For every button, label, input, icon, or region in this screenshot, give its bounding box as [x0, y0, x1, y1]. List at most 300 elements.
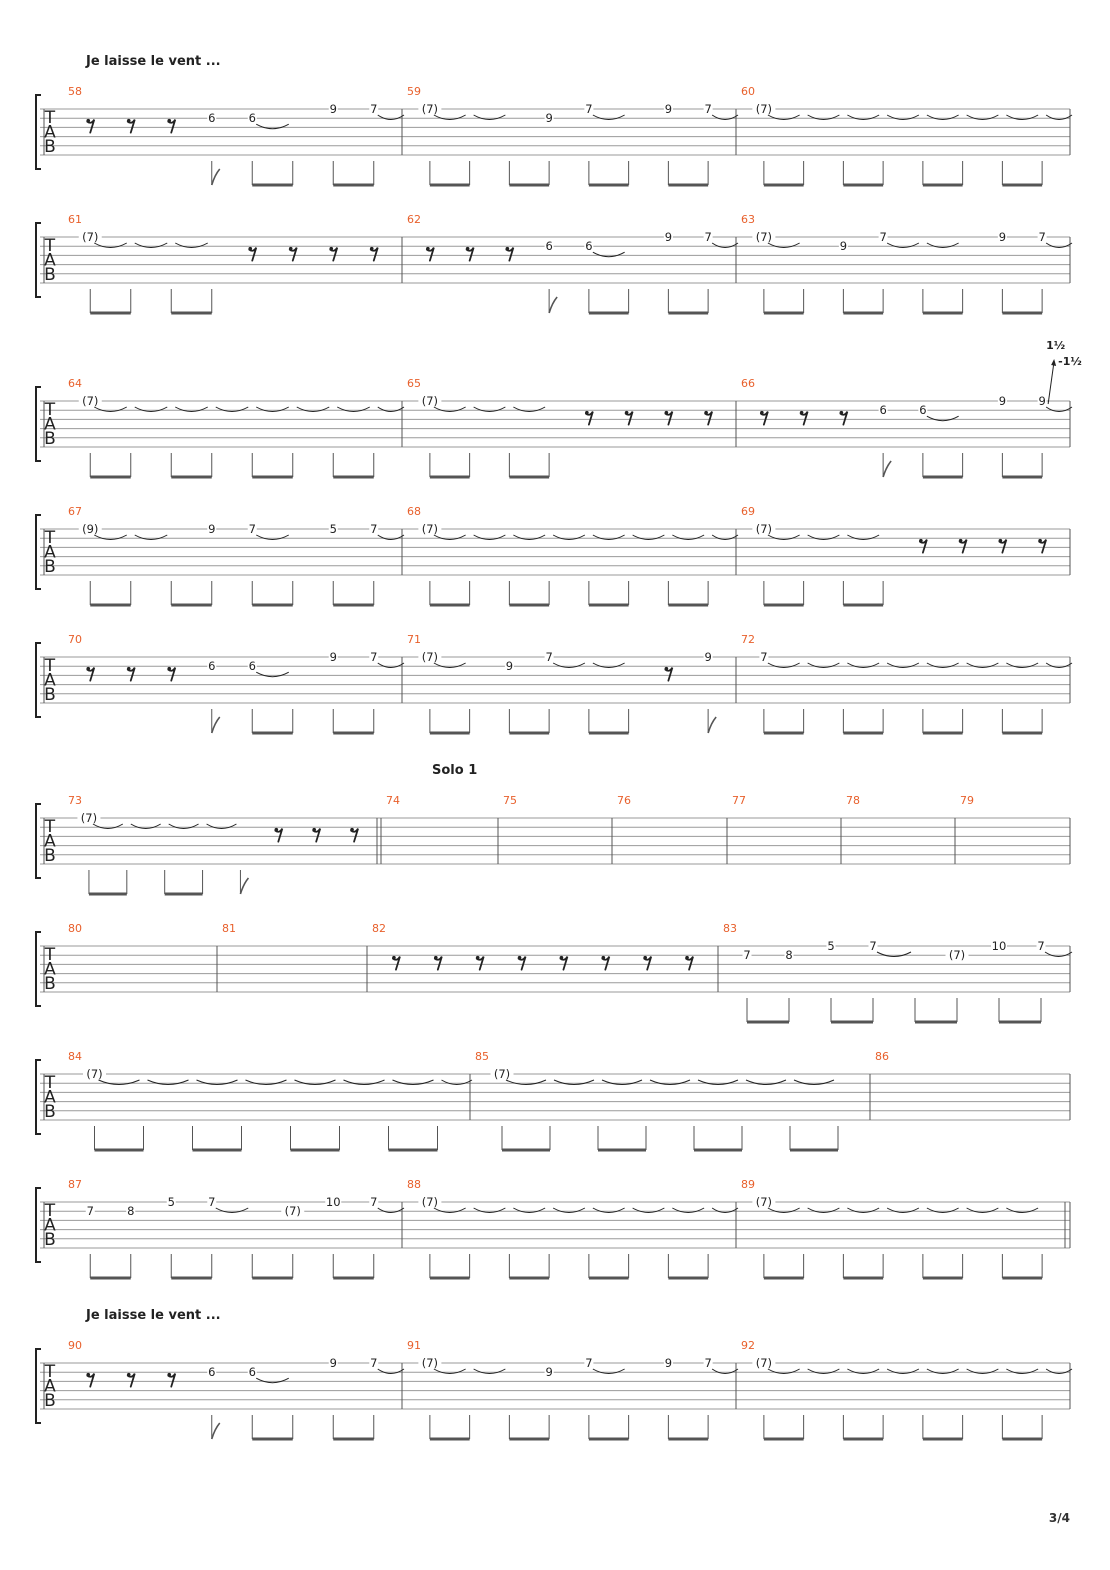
eighth-rest-dot: [560, 956, 564, 960]
tie-arc: [434, 535, 466, 540]
tab-clef-letter: B: [44, 1230, 56, 1250]
fret-number: 10: [991, 939, 1007, 953]
measure-number: 85: [475, 1050, 489, 1063]
system-bracket: [36, 223, 41, 297]
tab-clef-letter: T: [44, 945, 56, 965]
fret-number: 9: [545, 111, 553, 126]
tab-clef-letter: B: [44, 1391, 56, 1411]
fret-number: 7: [743, 948, 751, 963]
eighth-rest-dot: [127, 1373, 131, 1377]
fret-number: (7): [284, 1204, 301, 1219]
eighth-rest-dot: [350, 828, 354, 832]
tie-arc: [256, 407, 289, 412]
measure-number: 78: [846, 794, 860, 807]
tie-arc: [378, 1369, 404, 1374]
fret-number: 6: [585, 239, 593, 254]
tie-arc: [768, 1369, 800, 1374]
tie-arc: [1046, 115, 1072, 120]
system-bracket: [36, 95, 41, 169]
tie-arc: [768, 535, 800, 540]
tie-arc: [746, 1080, 786, 1085]
tie-arc: [256, 124, 289, 129]
tie-arc: [650, 1080, 690, 1085]
tie-arc: [927, 416, 959, 421]
note-flag: [212, 717, 220, 733]
fret-number: (7): [421, 394, 439, 408]
tie-arc: [927, 1369, 959, 1374]
fret-number: 7: [370, 1356, 378, 1370]
fret-number: 6: [208, 1365, 216, 1380]
measure-number: 92: [741, 1339, 755, 1352]
tie-arc: [1045, 952, 1072, 957]
tie-arc: [216, 1208, 249, 1213]
measure-number: 64: [68, 377, 82, 390]
tie-arc: [593, 1369, 625, 1374]
eighth-rest-dot: [289, 247, 293, 251]
tie-arc: [175, 407, 208, 412]
tab-clef-letter: B: [44, 974, 56, 994]
tie-arc: [256, 535, 289, 540]
fret-number: (7): [82, 230, 99, 244]
eighth-rest-dot: [86, 1373, 90, 1377]
fret-number: (7): [421, 102, 439, 116]
fret-number: (7): [948, 948, 966, 963]
tie-arc: [506, 1080, 546, 1085]
tie-arc: [927, 1208, 959, 1213]
tie-arc: [1006, 115, 1038, 120]
eighth-rest-dot: [919, 539, 923, 543]
tie-arc: [434, 115, 466, 120]
tie-arc: [1006, 1208, 1038, 1213]
tie-arc: [633, 1208, 665, 1213]
tie-arc: [698, 1080, 738, 1085]
system-bracket: [36, 932, 41, 1006]
tie-arc: [808, 1369, 840, 1374]
fret-number: 6: [545, 239, 553, 254]
section-label-verse: Je laisse le vent ...: [86, 54, 221, 69]
fret-number: (7): [755, 230, 773, 244]
tab-clef-letter: B: [44, 265, 56, 285]
fret-number: 9: [505, 659, 514, 674]
measure-number: 88: [407, 1178, 421, 1191]
fret-number: 5: [827, 939, 835, 953]
tie-arc: [337, 407, 370, 412]
eighth-rest-dot: [704, 411, 708, 415]
tab-clef-letter: B: [44, 1102, 56, 1122]
tie-arc: [1046, 663, 1072, 668]
tie-arc: [887, 663, 919, 668]
measure-number: 83: [723, 922, 737, 935]
fret-number: 5: [329, 522, 337, 536]
measure-number: 84: [68, 1050, 82, 1063]
eighth-rest-dot: [466, 247, 470, 251]
fret-number: (7): [421, 1356, 439, 1370]
tie-arc: [967, 663, 999, 668]
tab-clef-letter: T: [44, 400, 56, 420]
tab-clef-letter: A: [44, 250, 56, 271]
measure-number: 71: [407, 633, 421, 646]
tie-arc: [712, 243, 738, 248]
tie-arc: [553, 663, 585, 668]
tie-arc: [672, 1208, 704, 1213]
tab-clef-letter: A: [44, 122, 56, 143]
eighth-rest-dot: [426, 247, 430, 251]
tie-arc: [434, 1369, 466, 1374]
measure-number: 73: [68, 794, 82, 807]
tab-clef-letter: A: [44, 542, 56, 563]
tie-arc: [768, 1208, 800, 1213]
system-bracket: [36, 387, 41, 461]
tie-arc: [216, 407, 249, 412]
fret-number: (7): [421, 650, 439, 664]
measure-number: 61: [68, 213, 82, 226]
tie-arc: [712, 115, 738, 120]
tie-arc: [513, 407, 545, 412]
tie-arc: [808, 535, 840, 540]
tab-clef-letter: T: [44, 108, 56, 128]
tie-arc: [602, 1080, 642, 1085]
page-number: 3/4: [1048, 1511, 1070, 1525]
measure-number: 89: [741, 1178, 755, 1191]
bend-arrow-head: [1051, 359, 1056, 366]
eighth-rest-dot: [370, 247, 374, 251]
fret-number: 7: [585, 102, 593, 116]
eighth-rest-dot: [476, 956, 480, 960]
measure-number: 66: [741, 377, 755, 390]
tie-arc: [135, 407, 168, 412]
tie-arc: [927, 115, 959, 120]
fret-number: 9: [329, 102, 337, 116]
fret-number: 7: [1037, 939, 1045, 953]
tie-arc: [207, 824, 237, 829]
tie-arc: [378, 1208, 404, 1213]
fret-number: (7): [80, 811, 98, 825]
fret-number: (7): [755, 522, 773, 536]
system-bracket: [36, 804, 41, 878]
tie-arc: [1046, 243, 1072, 248]
note-flag: [549, 297, 557, 313]
fret-number: 9: [839, 239, 848, 254]
tie-arc: [378, 115, 404, 120]
measure-number: 76: [617, 794, 631, 807]
fret-number: 7: [1038, 230, 1046, 244]
tie-arc: [434, 407, 466, 412]
eighth-rest-dot: [760, 411, 764, 415]
tie-arc: [393, 1080, 434, 1085]
tie-arc: [378, 407, 404, 412]
measure-number: 70: [68, 633, 82, 646]
fret-number: 7: [248, 522, 256, 536]
tie-arc: [434, 663, 466, 668]
tie-arc: [808, 115, 840, 120]
note-flag: [212, 169, 220, 185]
tie-arc: [847, 115, 879, 120]
tie-arc: [794, 1080, 834, 1085]
tie-arc: [169, 824, 199, 829]
tab-clef-letter: T: [44, 1201, 56, 1221]
tie-arc: [847, 663, 879, 668]
tie-arc: [513, 1208, 545, 1213]
tab-clef-letter: T: [44, 817, 56, 837]
fret-number: (7): [86, 1067, 103, 1081]
fret-number: 9: [664, 230, 673, 244]
tie-arc: [593, 1208, 625, 1213]
tie-arc: [295, 1080, 336, 1085]
eighth-rest-dot: [86, 667, 90, 671]
fret-number: 10: [325, 1195, 341, 1209]
tie-arc: [344, 1080, 385, 1085]
fret-number: 9: [545, 1365, 553, 1380]
eighth-rest-dot: [167, 1373, 171, 1377]
measure-number: 86: [875, 1050, 889, 1063]
tie-arc: [593, 663, 625, 668]
eighth-rest-dot: [1038, 539, 1042, 543]
tie-arc: [768, 115, 800, 120]
measure-number: 69: [741, 505, 755, 518]
tie-arc: [93, 824, 123, 829]
fret-number: 7: [370, 522, 378, 536]
tie-arc: [927, 663, 959, 668]
tie-arc: [808, 1208, 840, 1213]
tie-arc: [847, 1369, 879, 1374]
tab-clef-letter: A: [44, 959, 56, 980]
measure-number: 59: [407, 85, 421, 98]
tab-clef-letter: T: [44, 236, 56, 256]
fret-number: 7: [370, 102, 378, 116]
tab-clef-letter: B: [44, 557, 56, 577]
measure-number: 80: [68, 922, 82, 935]
eighth-rest-dot: [167, 119, 171, 123]
eighth-rest-dot: [127, 667, 131, 671]
tie-arc: [197, 1080, 238, 1085]
tie-arc: [1046, 407, 1072, 412]
section-label-solo: Solo 1: [432, 763, 478, 778]
measure-number: 62: [407, 213, 421, 226]
fret-number: 7: [869, 939, 877, 953]
tie-arc: [94, 243, 127, 248]
note-flag: [883, 461, 891, 477]
tab-clef-letter: B: [44, 429, 56, 449]
fret-number: 9: [704, 650, 712, 664]
tie-arc: [94, 407, 127, 412]
measure-number: 87: [68, 1178, 82, 1191]
measure-number: 74: [386, 794, 400, 807]
eighth-rest-dot: [518, 956, 522, 960]
tie-arc: [1046, 1369, 1072, 1374]
tie-arc: [1006, 1369, 1038, 1374]
tab-clef-letter: B: [44, 685, 56, 705]
measure-number: 91: [407, 1339, 421, 1352]
tie-arc: [967, 1369, 999, 1374]
eighth-rest-dot: [585, 411, 589, 415]
eighth-rest-dot: [312, 828, 316, 832]
fret-number: 5: [167, 1195, 175, 1209]
tie-arc: [378, 663, 404, 668]
fret-number: 8: [127, 1204, 135, 1219]
eighth-rest-dot: [434, 956, 438, 960]
tie-arc: [887, 115, 919, 120]
fret-number: 9: [208, 522, 216, 536]
fret-number: 7: [208, 1195, 216, 1209]
tab-clef-letter: B: [44, 137, 56, 157]
tie-arc: [712, 1208, 738, 1213]
tab-clef-letter: T: [44, 1362, 56, 1382]
note-flag: [212, 1423, 220, 1439]
measure-number: 58: [68, 85, 82, 98]
eighth-rest-dot: [127, 119, 131, 123]
tab-clef-letter: A: [44, 670, 56, 691]
measure-number: 82: [372, 922, 386, 935]
tie-arc: [877, 952, 911, 957]
fret-number: 7: [585, 1356, 593, 1370]
measure-number: 72: [741, 633, 755, 646]
tie-arc: [256, 1378, 289, 1383]
tab-clef-letter: A: [44, 414, 56, 435]
fret-number: 6: [879, 403, 887, 418]
measure-number: 68: [407, 505, 421, 518]
tie-arc: [94, 535, 127, 540]
fret-number: (7): [755, 102, 773, 116]
fret-number: (7): [755, 1195, 773, 1209]
eighth-rest-dot: [248, 247, 252, 251]
tie-arc: [967, 115, 999, 120]
eighth-rest-dot: [800, 411, 804, 415]
fret-number: (7): [421, 1195, 439, 1209]
fret-number: 6: [248, 111, 256, 126]
tab-clef-letter: A: [44, 1376, 56, 1397]
bend-amount: 1½: [1046, 339, 1066, 352]
fret-number: 9: [998, 394, 1007, 408]
eighth-rest-dot: [167, 667, 171, 671]
tie-arc: [256, 672, 289, 677]
tie-arc: [474, 535, 506, 540]
tie-arc: [967, 1208, 999, 1213]
eighth-rest-dot: [329, 247, 333, 251]
eighth-rest-dot: [643, 956, 647, 960]
measure-number: 67: [68, 505, 82, 518]
fret-number: 7: [86, 1204, 94, 1219]
tie-arc: [131, 824, 161, 829]
tie-arc: [474, 115, 506, 120]
tie-arc: [554, 1080, 594, 1085]
system-bracket: [36, 1060, 41, 1134]
fret-number: 9: [664, 1356, 673, 1370]
fret-number: 7: [879, 230, 887, 244]
tie-arc: [434, 1208, 466, 1213]
tab-clef-letter: T: [44, 528, 56, 548]
tie-arc: [1006, 663, 1038, 668]
tie-arc: [887, 243, 919, 248]
tab-clef-letter: T: [44, 656, 56, 676]
tab-clef-letter: A: [44, 1215, 56, 1236]
fret-number: (9): [82, 522, 99, 536]
tie-arc: [99, 1080, 140, 1085]
eighth-rest-dot: [685, 956, 689, 960]
tie-arc: [513, 535, 545, 540]
bend-release: -1½: [1058, 355, 1082, 368]
eighth-rest-dot: [625, 411, 629, 415]
tab-clef-letter: A: [44, 831, 56, 852]
measure-number: 90: [68, 1339, 82, 1352]
tie-arc: [553, 1208, 585, 1213]
section-label-verse-reprise: Je laisse le vent ...: [86, 1308, 221, 1323]
tab-clef-letter: B: [44, 846, 56, 866]
eighth-rest-dot: [665, 667, 669, 671]
fret-number: (7): [82, 394, 99, 408]
fret-number: 8: [785, 948, 793, 963]
measure-number: 60: [741, 85, 755, 98]
tie-arc: [712, 535, 738, 540]
tie-arc: [927, 243, 959, 248]
tie-arc: [175, 243, 208, 248]
tie-arc: [442, 1080, 473, 1085]
tie-arc: [808, 663, 840, 668]
tie-arc: [474, 1208, 506, 1213]
fret-number: 7: [545, 650, 553, 664]
tie-arc: [847, 1208, 879, 1213]
eighth-rest-dot: [999, 539, 1003, 543]
tie-arc: [135, 535, 168, 540]
tie-arc: [887, 1369, 919, 1374]
eighth-rest-dot: [392, 956, 396, 960]
tie-arc: [593, 535, 625, 540]
eighth-rest-dot: [840, 411, 844, 415]
fret-number: 9: [329, 1356, 337, 1370]
fret-number: 7: [760, 650, 768, 664]
fret-number: (7): [493, 1067, 511, 1081]
fret-number: (7): [755, 1356, 773, 1370]
system-bracket: [36, 1188, 41, 1262]
fret-number: 7: [370, 1195, 378, 1209]
eighth-rest-dot: [86, 119, 90, 123]
eighth-rest-dot: [506, 247, 510, 251]
fret-number: 9: [664, 102, 673, 116]
fret-number: 6: [208, 659, 216, 674]
tie-arc: [474, 407, 506, 412]
tab-clef-letter: T: [44, 1073, 56, 1093]
fret-number: 6: [248, 1365, 256, 1380]
system-bracket: [36, 1349, 41, 1423]
eighth-rest-dot: [602, 956, 606, 960]
system-bracket: [36, 643, 41, 717]
fret-number: 6: [208, 111, 216, 126]
tie-arc: [633, 535, 665, 540]
bend-arrow: [1048, 361, 1054, 404]
tie-arc: [847, 535, 879, 540]
measure-number: 79: [960, 794, 974, 807]
tie-arc: [768, 663, 800, 668]
fret-number: 7: [704, 102, 712, 116]
fret-number: 9: [329, 650, 337, 664]
tie-arc: [672, 535, 704, 540]
system-bracket: [36, 515, 41, 589]
tie-arc: [297, 407, 330, 412]
measure-number: 77: [732, 794, 746, 807]
fret-number: 9: [998, 230, 1007, 244]
tie-arc: [135, 243, 168, 248]
tie-arc: [246, 1080, 287, 1085]
fret-number: (7): [421, 522, 439, 536]
fret-number: 7: [370, 650, 378, 664]
fret-number: 6: [919, 403, 927, 418]
measure-number: 63: [741, 213, 755, 226]
note-flag: [708, 717, 716, 733]
tab-clef-letter: A: [44, 1087, 56, 1108]
fret-number: 7: [704, 1356, 712, 1370]
tie-arc: [712, 1369, 738, 1374]
measure-number: 65: [407, 377, 421, 390]
tie-arc: [148, 1080, 189, 1085]
